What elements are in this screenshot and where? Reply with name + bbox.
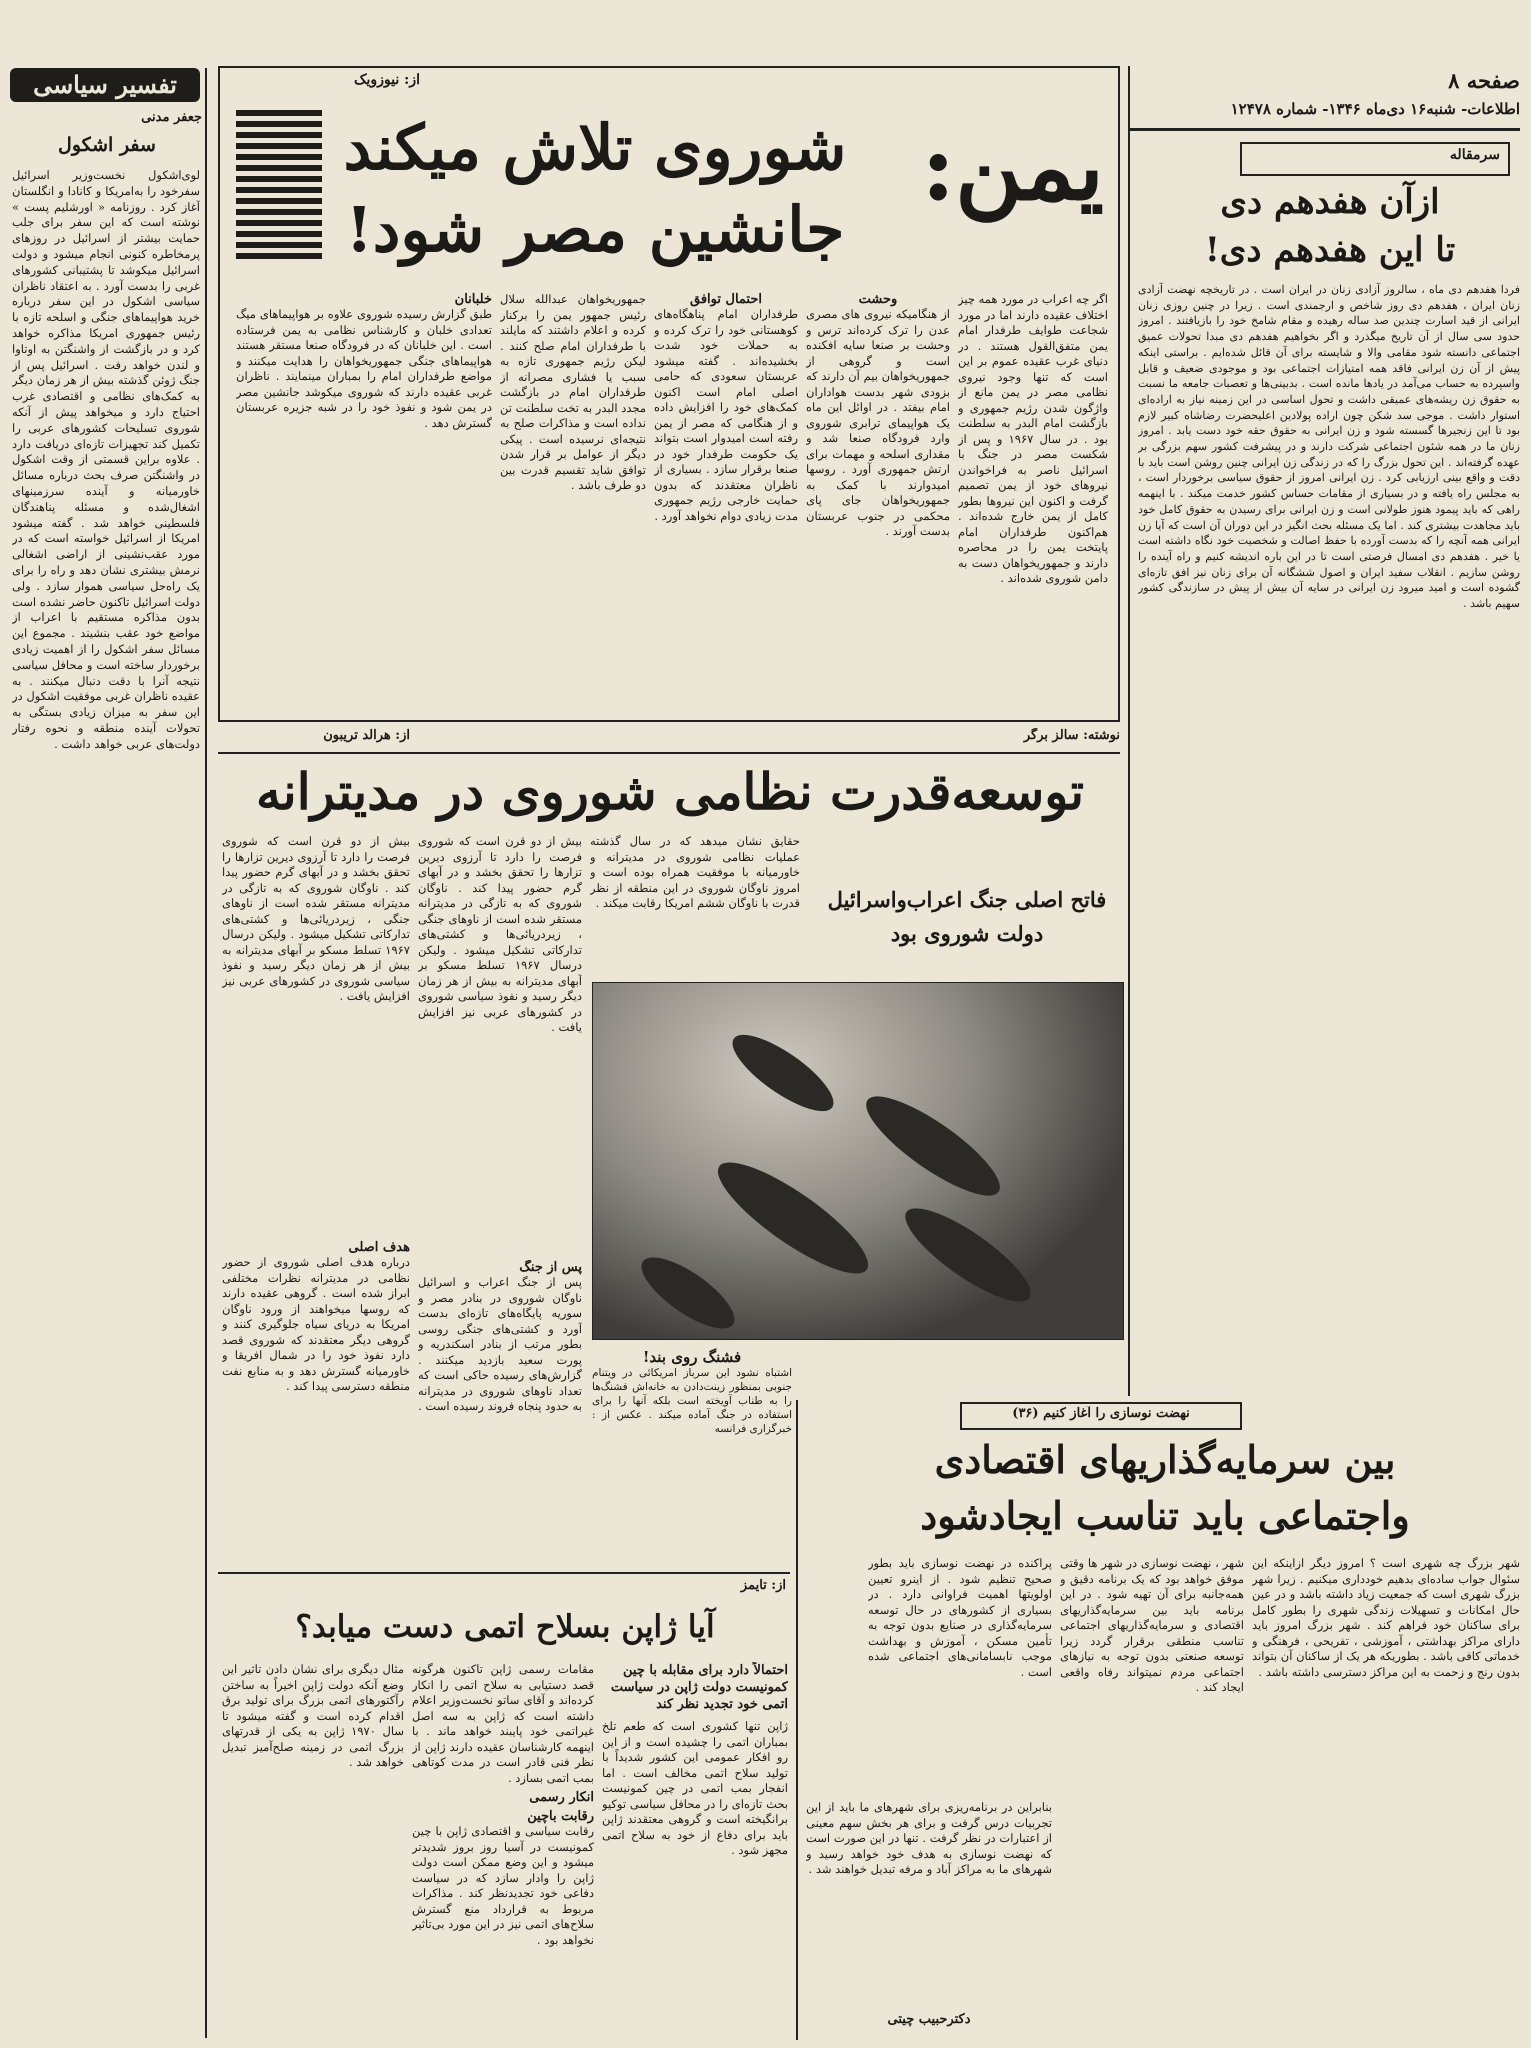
photo-foliage-4 [894,1194,1042,1316]
japan-col1 [602,1662,788,2032]
med-pullquote-line1: فاتح اصلی جنگ اعراب‌واسرائیل [827,887,1107,912]
yemen-decor-stripes [236,110,322,280]
med-col-c-top: بیش از دو قرن است که شوروی فرصت را دارد تا آرزوی دیرین تزارها را تحقق بخشد و در آبهای گرم حضور پیدا کند . ناوگان شوروی که به تازگی در مدیترانه مستقر شده است از ناوهای جنگی ، زیردریائی‌ها و کشتی‌های تدارکاتی تشکیل میشود . ولیکن درسال ۱۹۶۷ تسلط مسکو بر آبهای مدیترانه به بیش از هر زمان دیگر رسید و نفوذ سیاسی شوروی در کشورهای عربی نیز افزایش یافت . [222,834,410,1003]
med-sub-after-war: پس از جنگ [519,1260,582,1275]
med-col-c [222,1240,410,1560]
yemen-col3 [654,292,798,712]
economy-headline-line2: واجتماعی باید تناسب ایجادشود [920,1493,1410,1538]
yemen-sub-savagery: وحشت [858,292,898,307]
economy-col2: شهر ، نهضت نوسازی در شهر ها وقتی موفق خواهد بود که یک برنامه دقیق و همه‌جانبه برای آن تهیه شود . در این برنامه باید بین سرمایه‌گذاریهای اقتصادی و سرمایه‌گذاریهای اجتماعی تناسب منطقی برقرار گردد زیرا توسعه صنعتی بدون توجه به نیازهای اجتماعی مردم نمیتواند رفاه واقعی ایجاد کند . [1060,1556,1244,1694]
left-column-author: جعفر مدنی [141,110,202,125]
japan-sub1: احتمالاً دارد برای مقابله با چین کمونیست دولت ژاپن در سیاست اتمی خود تجدید نظر کند [610,1663,788,1712]
economy-col3: پراکنده در نهضت نوسازی باید بطور صحیح تنظیم شود . از اینرو تعیین اولویتها اهمیت فراوانی دارد . در بسیاری از کشورهای در حال توسعه سرمایه‌گذاری در صنایع بدون توجه به تأمین مسکن ، آموزش و بهداشت موجب نابسامانی‌های اجتماعی شده است . [868,1556,1052,1679]
med-col-b-body: پس از جنگ اعراب و اسرائیل ناوگان شوروی در بنادر مصر و سوریه پایگاه‌های تازه‌ای بدست آورد و کشتی‌های جنگی روسی بطور مرتب از بنادر اسکندریه و پورت سعید بازدید میکنند . گزارش‌های رسیده حاکی است که تعداد ناوهای شوروی در مدیترانه به حدود پنجاه فروند رسیده است . [418,1275,582,1413]
photo-caption-title: فشنگ روی بند! [642,1348,742,1366]
economy-col1: شهر بزرگ چه شهری است ؟ امروز دیگر ازاینکه این سئوال جواب ساده‌ای بدهیم خودداری میکنیم . زیرا شهر بزرگ شهری است که جمعیت زیاد داشته باشد و در عین حال امکانات و تسهیلات زندگی شهری را بطور کامل برای ساکنان خود فراهم کند . شهر بزرگ امروز باید دارای مراکز بهداشتی ، آموزشی ، تفریحی ، فرهنگی و خدماتی کافی باشد . بطوریکه هر یک از ساکنان آن بتواند بدون رنج و زحمت به این مراکز دسترسی داشته باشد . [1252,1556,1520,1679]
yemen-col3-body: طرفداران امام پناهگاه‌های کوهستانی خود را ترک کرده و به حملات خود شدت بخشیده‌اند . گفته میشود عربستان سعودی که حامی اصلی امام است اکنون کمک‌های خود را افزایش داده و از هنگامی که مصر از یمن رفته است امیدوار است بتواند یک حکومت طرفدار خود در صنعا برقرار سازد . بسیاری از ناظران معتقدند که بدون حمایت خارجی رژیم جمهوری مدت زیادی دوام نخواهد آورد . [654,307,798,523]
japan-col2-body: مقامات رسمی ژاپن تاکنون هرگونه قصد دستیابی به سلاح اتمی را انکار کرده‌اند و آقای ساتو نخست‌وزیر اعلام داشته است که ژاپن به سه اصل غیراتمی خود پایبند خواهد ماند . با اینهمه کارشناسان عقیده دارند ژاپن از نظر فنی قادر است در مدت کوتاهی بمب اتمی بسازد . [412,1662,594,1785]
economy-headline-line1: بین سرمایه‌گذاریهای اقتصادی [934,1437,1396,1482]
economy-left-rule [796,1400,798,2040]
page-number: صفحه ۸ [1448,68,1520,93]
japan-source: از: تایمز [740,1578,786,1593]
med-col-c-body: درباره هدف اصلی شوروی از حضور نظامی در مدیترانه نظرات مختلفی ابراز شده است . گروهی عقیده دارند که روسها میخواهند از ورود ناوگان امریکا به دریای سیاه جلوگیری کنند و گروهی دیگر معتقدند که شوروی قصد دارد نفوذ خود را در شمال افریقا و خاورمیانه گسترش دهد و به منابع نفت منطقه دسترسی پیدا کند . [222,1255,410,1393]
yemen-kicker: یمن: [921,113,1104,221]
masthead-rule [1130,128,1520,131]
japan-top-rule [218,1572,790,1574]
med-source: از: هرالد تریبون [323,728,410,743]
left-column-rule [205,68,207,2038]
japan-col2 [412,1662,594,2032]
yemen-col5-body: طبق گزارش رسیده شوروی علاوه بر هواپیماهای میگ تعدادی خلبان و کارشناس نظامی به یمن فرستاده است . این خلبانان که در فرودگاه صنعا مستقر هستند هواپیماهای جنگی جمهوریخواهان را هدایت میکنند و مواضع طرفداران امام را بمباران مینمایند . ناظران غربی عقیده دارند که شوروی میکوشد جانشین مصر در یمن شود و نفوذ خود را در شبه جزیره عربستان گسترش دهد . [236,307,492,430]
economy-col4: بنابراین در برنامه‌ریزی برای شهرهای ما باید از این تجربیات درس گرفت و برای هر بخش سهم معینی از اعتبارات در نظر گرفت . تنها در این صورت است که نهضت نوسازی به هدف خود خواهد رسید و شهرهای ما به مراکز آباد و مرفه تبدیل خواهند شد . [806,1800,1052,1876]
japan-col2-body-b: رقابت سیاسی و اقتصادی ژاپن با چین کمونیست در آسیا روز بروز شدیدتر میشود و این وضع ممکن است دولت ژاپن را وادار سازد که در سیاست دفاعی خود تجدیدنظر کند . مذاکرات مربوط به قرارداد منع گسترش سلاح‌های اتمی نیز در این مورد بی‌تاثیر نخواهد بود . [412,1824,594,1947]
med-pullquote-line2: دولت شوروی بود [890,921,1044,946]
editorial-body: فردا هفدهم دی ماه ، سالروز آزادی زنان در ایران است . در تاریخچه نهضت آزادی زنان ایران ، هفدهم دی روز شاخص و ارجمندی است . زیرا در چنین روزی زنان ایرانی از قید اسارت چندین صد ساله رهیده و مقام شامخ خود را بازیافتند . امروز حدود سی سال از آن تاریخ میگذرد و اگر بخواهیم هفدهم دی مبدا تحولات عمیق اجتماعی دانسته شود مقامی والا و شایسته برای آن قائل شده‌ایم . براستی اینکه پیش از آن زن ایرانی فاقد همه امتیازات اجتماعی بود و موجودی ضعیف و قابل واسپرده به حساب می‌آمد در یادها مانده است . بدبینی‌ها و تعصبات جامعه ما نسبت به حقوق زن ریشه‌های عمیقی داشت و تحول اساسی در این زمینه نیاز به اراده‌ای استوار داشت . موجی سد شکن چون اراده پولادین اعلیحضرت رضاشاه کبیر لازم بود تا این زنجیرها گسسته شود و زن ایرانی به حقوق حقه خود دست یابد . امروز زنان ما در همه شئون اجتماعی شرکت دارند و در پیشرفت کشور سهم بزرگی بر عهده گرفته‌اند . این تحول بزرگ را که در زندگی زن ایرانی چنین روشن است باید با دقت و واقع بینی ارزیابی کرد . زن ایرانی امروز از حقوق سیاسی برخوردار است ، به مجلس راه یافته و در بسیاری از مقامات حساس کشور خدمت میکند . با اینهمه راهی که باید پیمود هنوز طولانی است و زن ایرانی برای رسیدن به حقوق کامل خود باید مجاهدت بیشتری کند . اما یک مسئله بحث انگیز در این دوران آن است که آیا زن ایرانی همه آنچه را که بدست آورده با حفظ اصالت و شخصیت خود نگاه داشته است یا خیر . هفدهم دی امسال فرصتی است تا در این باره اندیشه کنیم و راه آینده را روشن سازیم . انقلاب سفید ایران و اصول ششگانه آن برای زنان نیز افق تازه‌ای گشوده است و امید میرود زن ایرانی در سایه آن بیش از پیش در سازندگی کشور سهیم باشد . [1138,283,1520,611]
med-sub-main-goal: هدف اصلی [348,1240,410,1255]
photo-foliage-5 [631,1245,744,1341]
med-top-rule [218,752,1120,754]
med-col-a: بیش از دو قرن است که شوروی فرصت را دارد تا آرزوی دیرین تزارها را تحقق بخشد و در آبهای گرم حضور پیدا کند . ناوگان شوروی که به تازگی در مدیترانه مستقر شده است از ناوهای جنگی ، زیردریائی‌ها و کشتی‌های تدارکاتی تشکیل میشود . ولیکن درسال ۱۹۶۷ تسلط مسکو بر آبهای مدیترانه به بیش از هر زمان دیگر رسید و نفوذ سیاسی شوروی در کشورهای عربی نیز افزایش یافت . [418,834,582,1034]
yemen-col1: اگر چه اعراب در مورد همه چیز اختلاف عقیده دارند اما در مورد شجاعت طوایف طرفدار امام یمن متفق‌القول هستند . در دنیای غرب عقیده عموم بر این است که تنها وجود نیروی نظامی مصر در یمن مانع از واژگون شدن رژیم جمهوری و بازگشت امام البدر به سلطنت بود . در سال ۱۹۶۷ و پس از شکست مصر در جنگ با اسرائیل ناصر به فراخواندن نیروهای خود از یمن تصمیم گرفت و اکنون این نیروها بطور کامل از یمن خارج شده‌اند . هم‌اکنون طرفداران امام پایتخت یمن را در محاصره دارند و جمهوریخواهان دست به دامن شوروی شده‌اند . [958,292,1108,585]
editorial-label: سرمقاله [1449,147,1500,163]
yemen-col2-body: از هنگامیکه نیروی های مصری عدن را ترک کرده‌اند ترس و وحشت بر صنعا سایه افکنده است و گروهی از جمهوریخواهان بیم آن دارند که بزودی شهر بدست هواداران امام بیفتد . در اوائل این ماه یک هواپیمای ترابری شوروی وارد فرودگاه صنعا شد و مقداری اسلحه و مهمات برای ارتش جمهوری آورد . روسها امیدوارند با کمک به جمهوریخواهان جای پای محکمی در جنوب عربستان بدست آورند . [806,307,950,538]
yemen-sub-pilots: خلبانان [454,292,492,307]
yemen-headline-line2: جانشین مصر شود! [345,193,845,266]
med-author: نوشته: سالز برگر [1023,728,1120,743]
left-column-body: لوی‌اشکول نخست‌وزیر اسرائیل سفرخود را به‌امریکا و کانادا و انگلستان آغاز کرد . روزنامه « اورشلیم پست » نوشته است که این سفر برای جلب حمایت بیشتر از اسرائیل در روزهای پرمخاطره کنونی انجام میشود و دولت اسرائیل میکوشد تا پشتیبانی کشورهای غربی را بدست آورد . به اعتقاد ناظران سیاسی اشکول در این سفر درباره خرید هواپیماهای جنگی و اسلحه تازه با رئیس جمهوری امریکا مذاکره خواهد کرد و در بازگشت از واشنگتن به اوتاوا و لندن خواهد رفت . اسرائیل پس از جنگ ژوئن گذشته بیش از هر زمان دیگر به کمک‌های نظامی و اقتصادی غرب احتیاج دارد و میخواهد پیش از آنکه شوروی تسلیحات کشورهای عربی را تکمیل کند تجهیزات تازه‌ای دریافت دارد . علاوه براین قسمتی از وقت اشکول در واشنگتن صرف بحث درباره مسائل خاورمیانه و آینده سرزمینهای اشغال‌شده و مسئله پناهندگان فلسطینی خواهد شد . گفته میشود امریکا از اسرائیل خواسته است که در مورد عقب‌نشینی از اراضی اشغالی نرمش بیشتری نشان دهد و راه را برای یک راه‌حل سیاسی هموار سازد . ولی دولت اسرائیل تاکنون حاضر نشده است بدون مذاکره مستقیم با اعراب از مواضع خود عقب بنشیند . مجموع این مسائل سفر اشکول را از اهمیت زیادی برخوردار ساخته است و محافل سیاسی نتیجه آنرا با دقت دنبال میکنند . به عقیده ناظران غربی موفقیت اشکول در این سفر به میزان زیادی بستگی به تحولات آینده منطقه و نحوه رفتار دولت‌های عربی خواهد داشت . [12,168,200,751]
issue-line: اطلاعات- شنبه۱۶ دی‌ماه ۱۳۴۶- شماره ۱۲۴۷۸ [1230,100,1520,118]
photo-foliage-2 [854,1081,1011,1210]
economy-author: دکترحبیب چیتی [887,2012,971,2027]
japan-col1-body: ژاپن تنها کشوری است که طعم تلخ بمباران اتمی را چشیده است و از این رو افکار عمومی این کشور شدیداً با تولید سلاح اتمی مخالف است . اما انفجار بمب اتمی در چین کمونیست بحث تازه‌ای را در محافل سیاسی توکیو برانگیخته است و گروهی معتقدند ژاپن باید برای دفاع از خود به سلاح اتمی مجهز شود . [602,1719,788,1857]
japan-sub-official: انکار رسمی [529,1790,594,1805]
med-headline: توسعه‌قدرت نظامی شوروی در مدیترانه [256,762,1084,821]
editorial-divider [1128,66,1130,1396]
economy-series: نهضت نوسازی را آغاز کنیم (۳۶) [1012,1406,1190,1421]
yemen-col5 [236,292,492,712]
japan-sub-china: رقابت باچین [527,1809,594,1824]
med-col-b [418,1260,582,1560]
yemen-col4: جمهوریخواهان عبدالله سلال رئیس جمهور یمن را برکنار کرده و اعلام داشتند که مایلند با طرفداران امام صلح کنند . لیکن رژیم جمهوری تازه به سبب یا فشاری مصرانه از طرفداران امام در بازگشت مجدد البدر به تخت سلطنت تن نداده است و مذاکرات صلح به نتیجه‌ای نرسیده است . پیکی دیگر از عوامل بر قرار شدن توافق شاید تقسیم قدرت بین دو طرف باشد . [500,292,646,492]
japan-headline: آیا ژاپن بسلاح اتمی دست میابد؟ [295,1609,715,1645]
japan-col3: مثال دیگری برای نشان دادن تاثیر این وضع آنکه دولت ژاپن اخیراً به ساختن رآکتورهای اتمی بزرگ برای تولید برق اقدام کرده است و گفته میشود تا سال ۱۹۷۰ ژاپن به یکی از قدرتهای بزرگ اتمی در زمینه صلح‌آمیز تبدیل خواهد شد . [222,1662,404,1769]
yemen-sub-agreement: احتمال توافق [689,292,763,307]
left-column-title: سفر اشکول [58,134,156,156]
soldier-photo [592,982,1124,1340]
yemen-source: از: نیوزویک [354,72,420,88]
yemen-headline-line1: شوروی تلاش میکند [343,111,847,184]
photo-foliage-1 [722,1022,843,1124]
editorial-title-line2: تا این هفدهم دی! [1204,230,1456,270]
photo-caption-body: اشتباه نشود این سرباز امریکائی در ویتنام جنوبی بمنظور زینت‌دادن به خانه‌اش فشنگ‌ها را به طناب آویخته است بلکه آنها را برای استفاده در جنگ آماده میکند . عکس از : خبرگزاری فرانسه [592,1367,792,1435]
editorial-title-line1: ازآن هفدهم دی [1220,182,1440,222]
section-banner: تفسیر سیاسی [10,68,200,102]
photo-foliage-3 [705,1146,881,1290]
med-photo-caption [592,1348,792,1568]
yemen-col2 [806,292,950,712]
med-intro: حقایق نشان میدهد که در سال گذشته عملیات نظامی شوروی در مدیترانه و خاورمیانه با موفقیت همراه بوده است و امروز ناوگان شوروی در این منطقه از نظر قدرت با ناوگان ششم امریکا رقابت میکند . [590,834,800,910]
